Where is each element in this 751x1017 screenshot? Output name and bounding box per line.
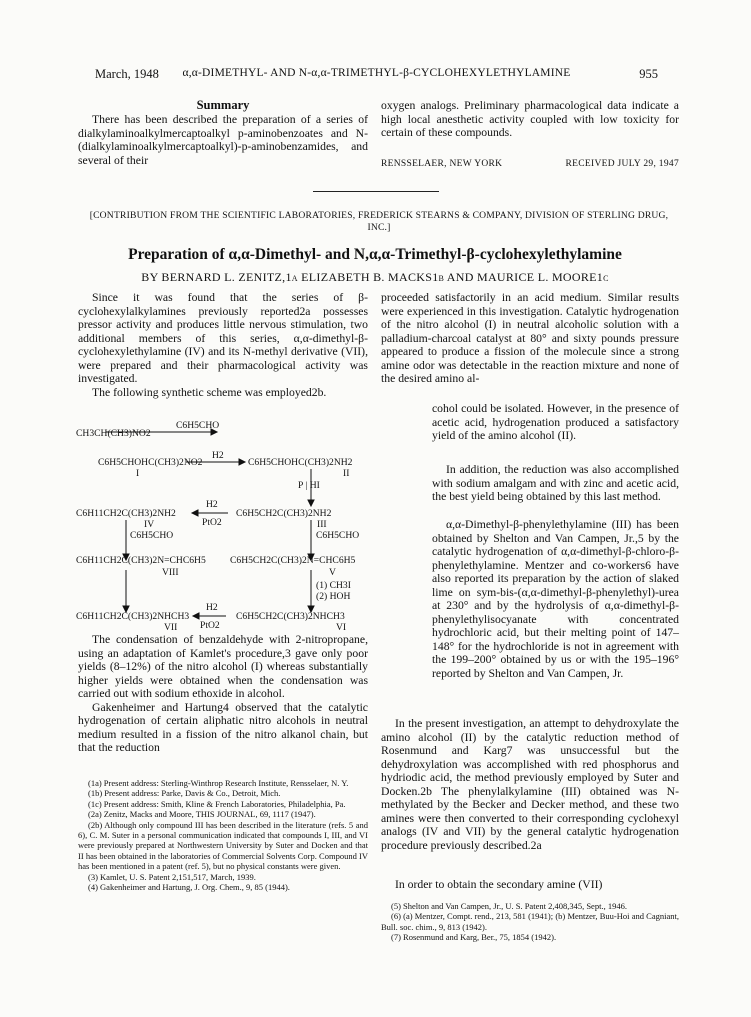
footnotes-left xyxy=(78,778,368,892)
label-V: V xyxy=(329,567,336,578)
synthetic-scheme xyxy=(76,420,388,635)
footnote: (6) (a) Mentzer, Compt. rend., 213, 581 (1941); (b) Mentzer, Buu-Hoi and Cagniant, Bull. soc. chim., 9, 813 (1942). xyxy=(381,911,679,932)
compound-III: C6H5CH2C(CH3)2NH2 xyxy=(236,508,332,519)
footnote: (1c) Present address: Smith, Kline & French Laboratories, Philadelphia, Pa. xyxy=(88,798,346,809)
running-header xyxy=(95,67,658,83)
left-intro: Since it was found that the series of β-cyclohexylalkylamines previously reported2a possesses pressor activity and produces little nervous stimulation, two additional members of this series, α,α-dimethyl-β-cyclohexylethylamine (IV) and its N-methyl derivative (VII), were prepared and their pharmacological activity was investigated. The following synthetic scheme was employed2b. xyxy=(78,291,368,399)
catalyst-pto2-2: PtO2 xyxy=(200,620,220,631)
footnote: (5) Shelton and Van Campen, Jr., U. S. Patent 2,408,345, Sept., 1946. xyxy=(391,901,627,911)
label-I: I xyxy=(136,468,140,479)
footnote: (1b) Present address: Parke, Davis & Co., Detroit, Mich. xyxy=(88,788,281,799)
label-VIII: VIII xyxy=(162,567,179,578)
right-body-2: In addition, the reduction was also accomplished with sodium amalgam and with zinc and acetic acid, the best yield being obtained by this last method. xyxy=(432,463,679,503)
reagent-water: (2) HOH xyxy=(316,591,351,602)
label-II: II xyxy=(343,468,350,479)
reagent-h2-1: H2 xyxy=(212,450,224,461)
compound-VIII: C6H11CH2C(CH3)2N=CHC6H5 xyxy=(76,555,206,566)
reagent-benzaldehyde-left: C6H5CHO xyxy=(130,530,174,541)
label-VI: VI xyxy=(336,622,347,633)
place: RENSSELAER, NEW YORK xyxy=(381,159,503,169)
compound-VII: C6H11CH2C(CH3)2NHCH3 xyxy=(76,611,190,622)
label-VII: VII xyxy=(164,622,178,633)
label-IV: IV xyxy=(144,519,155,530)
scheme-arrows xyxy=(76,420,388,635)
reagent-h2-3: H2 xyxy=(206,602,218,613)
section-divider xyxy=(313,191,439,192)
summary-heading: Summary xyxy=(196,98,250,112)
footnote: (4) Gakenheimer and Hartung, J. Org. Chem., 9, 85 (1944). xyxy=(88,882,290,893)
article-title: Preparation of α,α-Dimethyl- and N,α,α-Trimethyl-β-cyclohexylethylamine xyxy=(128,246,622,263)
left-body-continued: The condensation of benzaldehyde with 2-nitropropane, using an adaptation of Kamlet's procedure,3 gave only poor yields (8–12%) of the nitro alcohol (I) whereas substantially higher yields were obtained when the condensation was carried out with sodium ethoxide in alcohol. Gakenheimer and Hartung4 observed that the catalytic hydrogenation of certain aliphatic nitro alcohols in neutral medium resulted in a fission of the nitro alkanol chain, but that the reduction xyxy=(78,633,368,754)
label-III: III xyxy=(317,519,327,530)
catalyst-pto2-1: PtO2 xyxy=(202,517,222,528)
compound-VI: C6H5CH2C(CH3)2NHCH3 xyxy=(236,611,345,622)
compound-I: C6H5CHOHC(CH3)2NO2 xyxy=(98,457,203,468)
compound-2-nitropropane: CH3CH(CH3)NO2 xyxy=(76,428,151,439)
reagent-methyl-iodide: (1) CH3I xyxy=(316,580,351,591)
right-body-5: In order to obtain the secondary amine (VII) xyxy=(395,878,603,891)
compound-V: C6H5CH2C(CH3)2N=CHC6H5 xyxy=(230,555,356,566)
footnote: (2b) Although only compound III has been described in the literature (refs. 5 and 6), C. M. Suter in a personal communication indicated that compounds I, III, and VI were previously prepared at Northwestern University by Suter and Docken and that II has been obtained in the laboratories of Commercial Solvents Corp. Compound IV has been mentioned in a patent (ref. 5), but no physical constants were given. xyxy=(78,819,368,872)
compound-IV: C6H11CH2C(CH3)2NH2 xyxy=(76,508,176,519)
reagent-p-hi: P | HI xyxy=(298,480,320,491)
reagent-benzaldehyde-top: C6H5CHO xyxy=(176,420,220,431)
contribution-line: [CONTRIBUTION FROM THE SCIENTIFIC LABORATORIES, FREDERICK STEARNS & COMPANY, DIVISION OF STERLING DRUG, INC.] xyxy=(89,210,669,233)
right-body-1b: cohol could be isolated. However, in the presence of acetic acid, hydrogenation produced a satisfactory yield of the amino alcohol (II). xyxy=(432,402,679,442)
right-body-1: proceeded satisfactorily in an acid medium. Similar results were experienced in this investigation. Catalytic hydrogenation of the nitro alcohol (I) in neutral alcoholic solution with a palladium-charcoal catalyst at 80° and sixty pounds pressure appeared to produce a fission of the molecule since a strong amine odor was detectable in the reaction mixture and none of the desired amino al- xyxy=(381,291,679,385)
reagent-benzaldehyde-right: C6H5CHO xyxy=(316,530,360,541)
summary-text-left: There has been described the preparation of a series of dialkylaminoalkylmercaptoalkyl p-aminobenzoates and N-(dialkylaminoalkylmercaptoalkyl)-p-aminobenzamides, and several of their xyxy=(78,113,368,167)
footnotes-right xyxy=(381,901,679,943)
summary-signature xyxy=(381,159,679,169)
received-date: RECEIVED JULY 29, 1947 xyxy=(565,159,679,169)
footnote: (1a) Present address: Sterling-Winthrop Research Institute, Rensselaer, N. Y. xyxy=(88,778,349,788)
footnote: (3) Kamlet, U. S. Patent 2,151,517, March, 1939. xyxy=(88,871,256,882)
article-authors: BY BERNARD L. ZENITZ,1a ELIZABETH B. MACKS1b AND MAURICE L. MOORE1c xyxy=(141,270,609,284)
reagent-h2-2: H2 xyxy=(206,499,218,510)
right-body-4: In the present investigation, an attempt to dehydroxylate the amino alcohol (II) by the catalytic reduction method of Rosenmund and Karg7 was unsuccessful but the dehydroxylation was accomplished with red phosphorus and hydriodic acid, the method previously employed by Suter and Docken.2b The phenylalkylamine (III) obtained was N-methylated by the Becker and Decker method, and these two amines were then converted to their corresponding cyclohexyl analogs (IV and VII) by the general catalytic hydrogenation procedure previously described.2a xyxy=(381,717,679,852)
right-body-3: α,α-Dimethyl-β-phenylethylamine (III) has been obtained by Shelton and Van Campen, Jr.,5 by the catalytic hydrogenation of α,α-dimethyl-β-chloro-β-phenylethylamine. Mentzer and co-workers6 have also reported its preparation by the action of slaked lime on sym-bis-(α,α-dimethyl-β-phenylethyl)-urea at 230° and by the hydrolysis of α,α-dimethyl-β-phenylethylisocyanate with concentrated hydrochloric acid, but their melting point of 147–148° for the hydrochloride is not in agreement with the 199–200° obtained by us or with the 195–196° reported by Shelton and Van Campen, Jr. xyxy=(432,518,679,680)
footnote: (2a) Zenitz, Macks and Moore, THIS JOURNAL, 69, 1117 (1947). xyxy=(88,809,316,820)
header-date: March, 1948 xyxy=(95,67,159,81)
header-page-number: 955 xyxy=(639,67,658,81)
footnote: (7) Rosenmund and Karg, Ber., 75, 1854 (1942). xyxy=(391,932,557,943)
header-running-title: α,α-DIMETHYL- AND N-α,α-TRIMETHYL-β-CYCLOHEXYLETHYLAMINE xyxy=(182,67,571,79)
compound-II: C6H5CHOHC(CH3)2NH2 xyxy=(248,457,353,468)
summary-text-right: oxygen analogs. Preliminary pharmacological data indicate a high local anesthetic activity coupled with low toxicity for certain of these compounds. xyxy=(381,99,679,139)
